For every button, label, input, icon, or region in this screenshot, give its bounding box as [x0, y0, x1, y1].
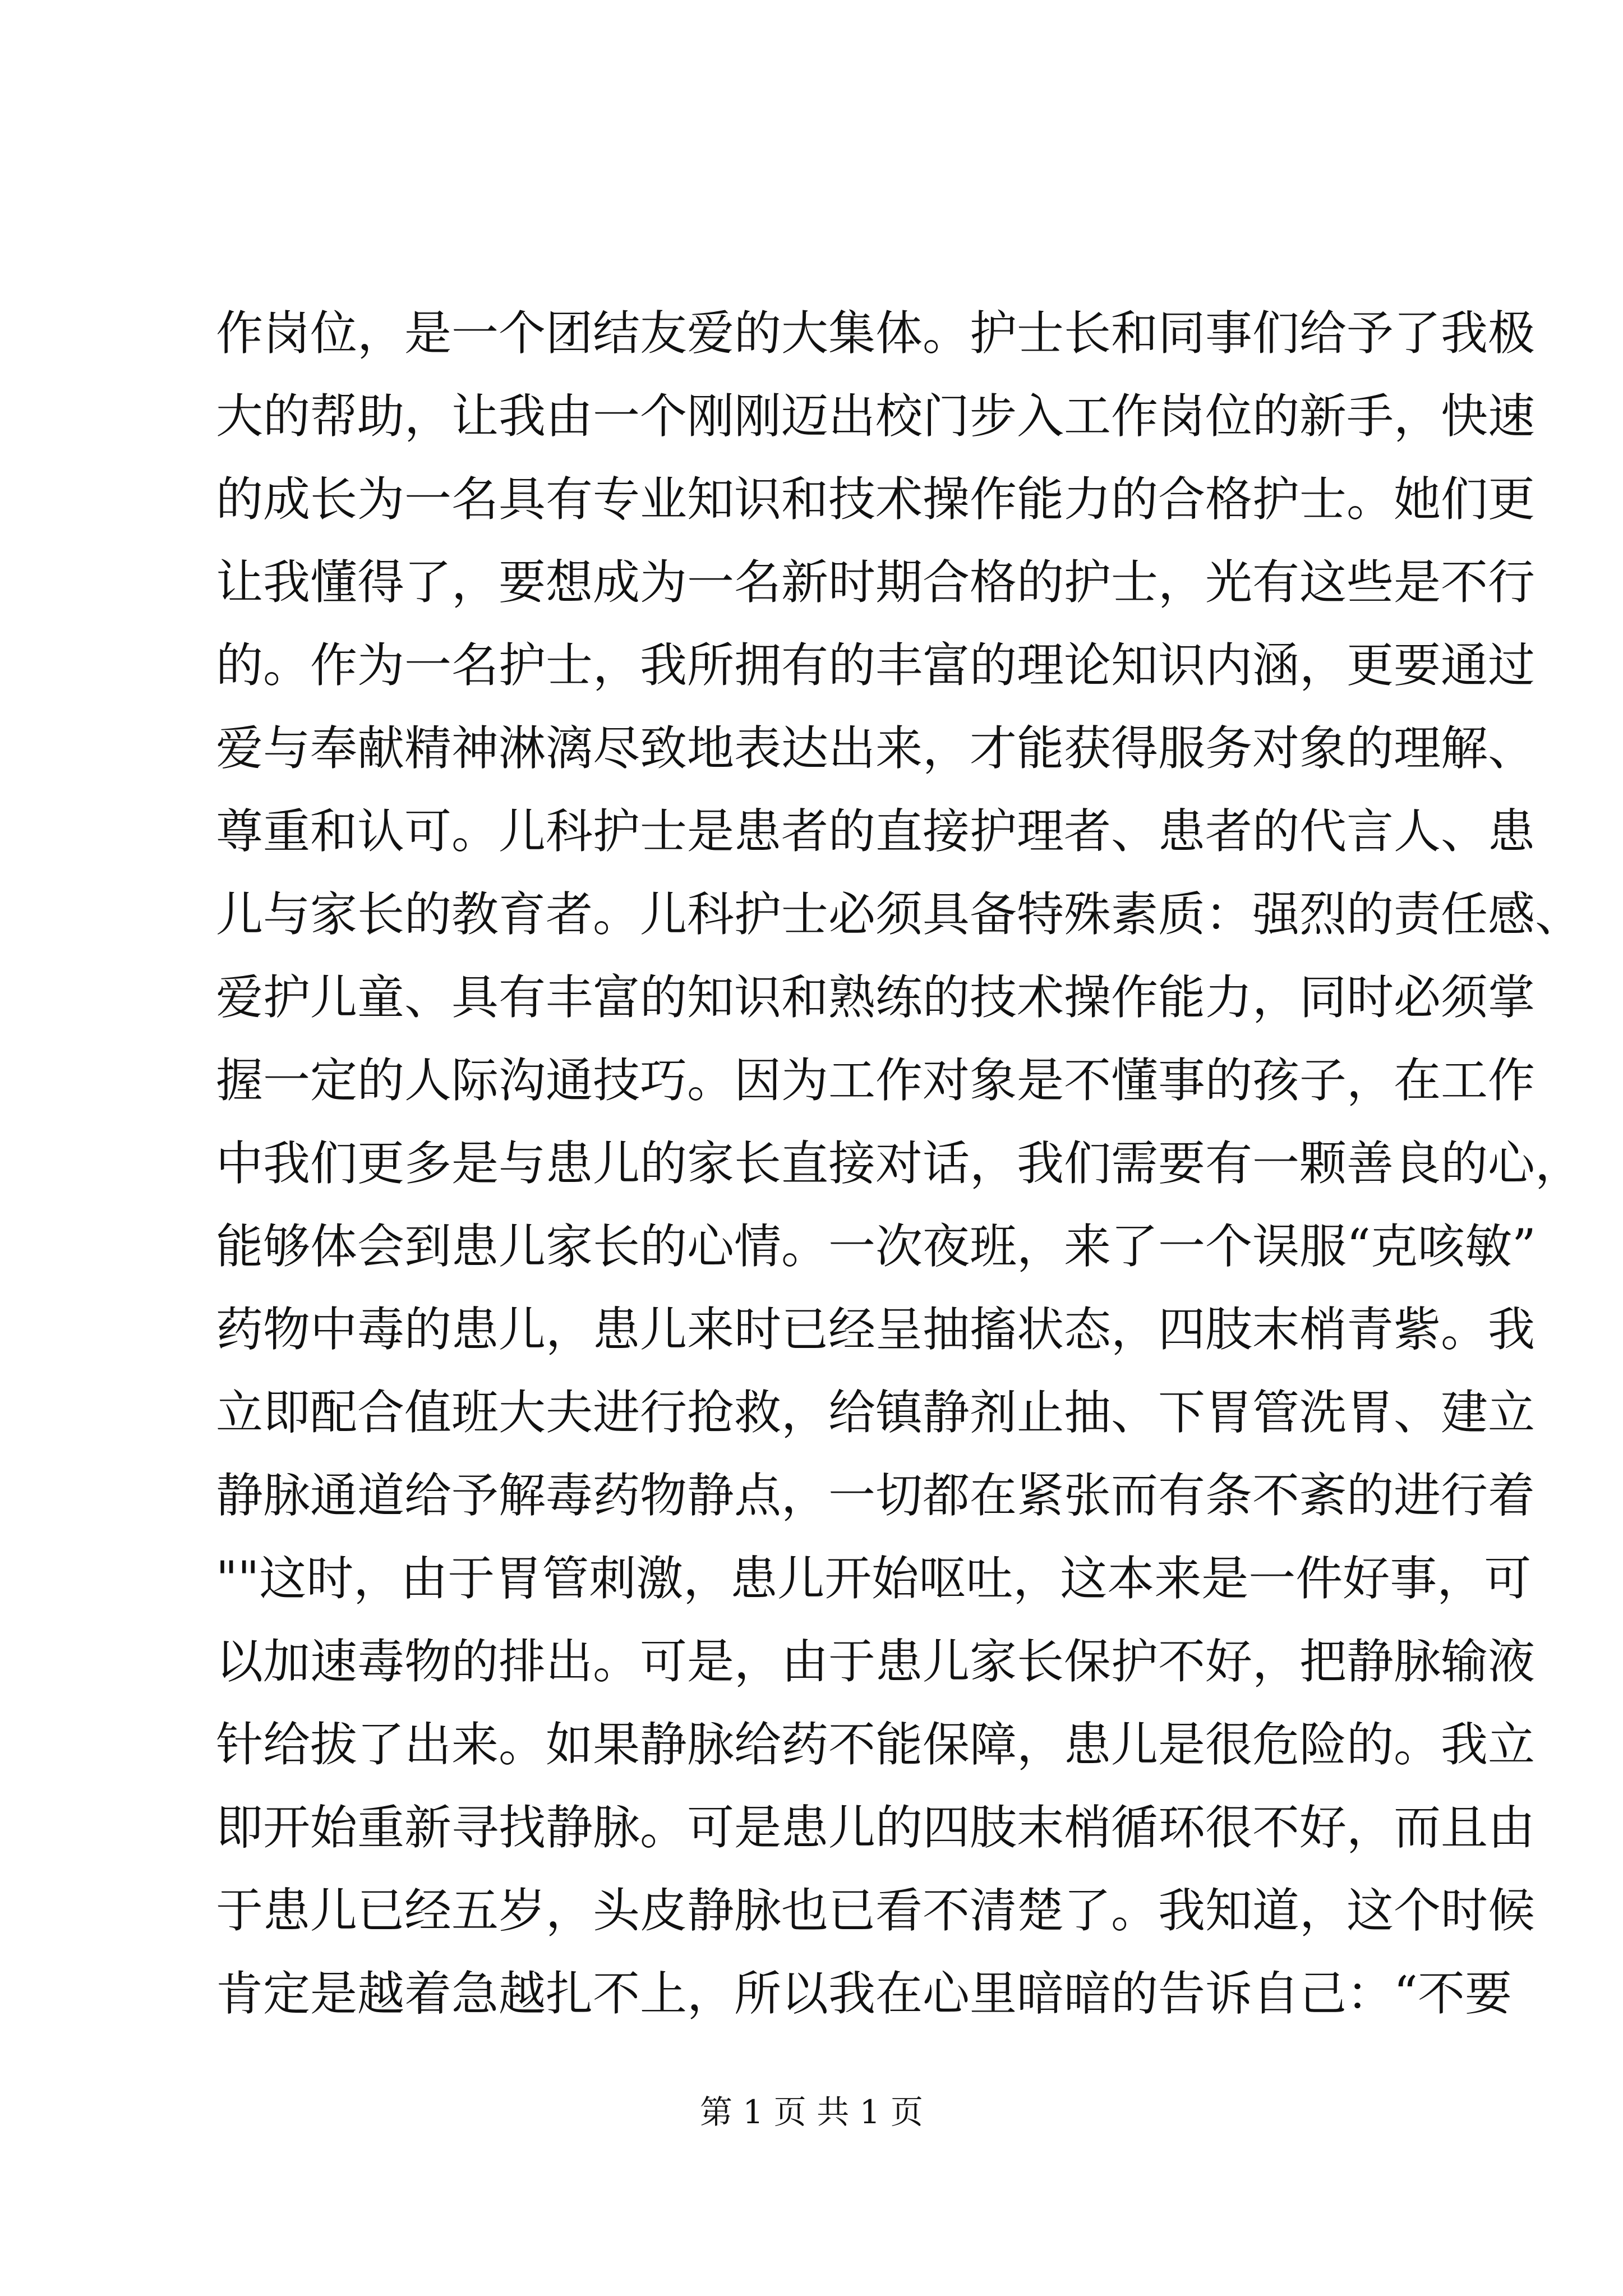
text-line: 握一定的人际沟通技巧。因为工作对象是不懂事的孩子，在工作: [216, 1053, 1536, 1108]
text-line: 的成长为一名具有专业知识和技术操作能力的合格护士。她们更: [216, 472, 1536, 527]
page-footer: 第 1 页 共 1 页: [700, 2093, 923, 2131]
text-line: 大的帮助，让我由一个刚刚迈出校门步入工作岗位的新手，快速: [216, 389, 1536, 444]
body-text: [216, 292, 1583, 2035]
text-line: 尊重和认可。儿科护士是患者的直接护理者、患者的代言人、患: [216, 804, 1536, 859]
text-line: 的。作为一名护士，我所拥有的丰富的理论知识内涵，更要通过: [216, 638, 1536, 693]
text-line: 中我们更多是与患儿的家长直接对话，我们需要有一颗善良的心，: [216, 1136, 1583, 1191]
text-line: 爱护儿童、具有丰富的知识和熟练的技术操作能力，同时必须掌: [216, 970, 1536, 1025]
text-line: 静脉通道给予解毒药物静点，一切都在紧张而有条不紊的进行着: [216, 1468, 1536, 1523]
text-line: 药物中毒的患儿，患儿来时已经呈抽搐状态，四肢末梢青紫。我: [216, 1302, 1536, 1357]
text-line: 作岗位，是一个团结友爱的大集体。护士长和同事们给予了我极: [216, 306, 1536, 361]
text-line: 肯定是越着急越扎不上，所以我在心里暗暗的告诉自己：“不要: [216, 1966, 1512, 2021]
text-line: 让我懂得了，要想成为一名新时期合格的护士，光有这些是不行: [216, 555, 1536, 610]
text-line: 以加速毒物的排出。可是，由于患儿家长保护不好，把静脉输液: [216, 1634, 1536, 1689]
text-line: 儿与家长的教育者。儿科护士必须具备特殊素质：强烈的责任感、: [216, 887, 1583, 942]
text-line: 即开始重新寻找静脉。可是患儿的四肢末梢循环很不好，而且由: [216, 1800, 1536, 1855]
text-line: 爱与奉献精神淋漓尽致地表达出来，才能获得服务对象的理解、: [216, 721, 1536, 776]
text-line: 于患儿已经五岁，头皮静脉也已看不清楚了。我知道，这个时候: [216, 1883, 1536, 1938]
text-line: 针给拔了出来。如果静脉给药不能保障，患儿是很危险的。我立: [216, 1717, 1536, 1772]
text-line: 立即配合值班大夫进行抢救，给镇静剂止抽、下胃管洗胃、建立: [216, 1385, 1536, 1440]
text-line: 能够体会到患儿家长的心情。一次夜班，来了一个误服“克咳敏”: [216, 1219, 1536, 1274]
text-line: ""这时，由于胃管刺激，患儿开始呕吐，这本来是一件好事，可: [216, 1551, 1532, 1606]
